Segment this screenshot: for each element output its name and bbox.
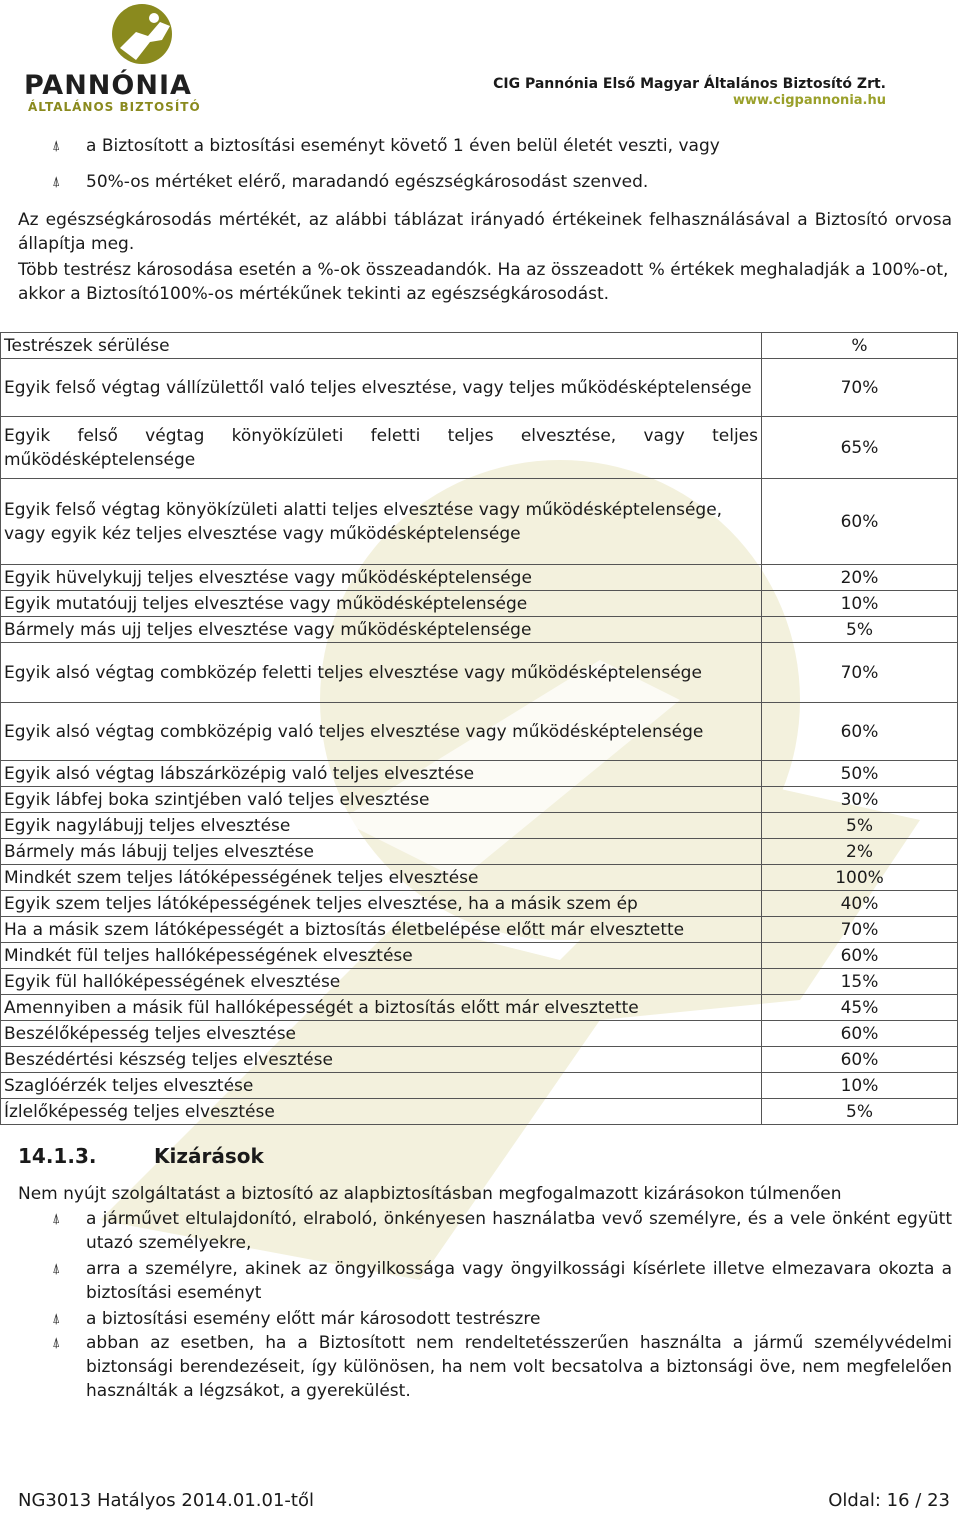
company-logo — [24, 4, 214, 112]
section-number: 14.1.3. — [18, 1144, 97, 1168]
table-row — [1, 1073, 958, 1099]
table-cell-pct: 65% — [762, 417, 958, 479]
table-cell-label-text: Egyik felső végtag könyökízületi feletti teljes elvesztése, vagy teljes működésképtelensége — [4, 425, 758, 470]
table-row — [1, 417, 958, 479]
table-row — [1, 617, 958, 643]
table-cell-pct: 5% — [762, 1099, 958, 1125]
table-cell-pct: 60% — [762, 703, 958, 761]
table-cell-label: Amennyiben a másik fül hallóképességét a biztosítás előtt már elvesztette — [1, 995, 762, 1021]
table-cell-pct: 5% — [762, 617, 958, 643]
table-cell-label: Ha a másik szem látóképességét a biztosítás életbelépése előtt már elvesztette — [1, 917, 762, 943]
bullet-icon: ⍋ — [52, 1261, 61, 1277]
table-cell-pct: 45% — [762, 995, 958, 1021]
table-row — [1, 479, 958, 565]
table-row — [1, 839, 958, 865]
paragraph-sentence: Ha az összeadott % értékek meghaladják a 100%-ot, akkor a Biztosító100%-os mértékűnek tekinti az egészségkárosodást. — [18, 260, 949, 304]
table-cell-pct: 60% — [762, 479, 958, 565]
table-row — [1, 891, 958, 917]
table-cell-label: Egyik felső végtag vállízülettől való teljes elvesztése, vagy teljes működésképtelensége — [1, 359, 762, 417]
exclusions-intro: Nem nyújt szolgáltatást a biztosító az alapbiztosításban megfogalmazott kizárásokon túlmenően — [18, 1184, 842, 1204]
paragraph-sentence: Több testrész károsodása esetén a %-ok összeadandók. — [18, 260, 493, 280]
table-row — [1, 865, 958, 891]
table-cell-pct: 10% — [762, 591, 958, 617]
table-cell-label: Egyik felső végtag könyökízületi alatti teljes elvesztése vagy működésképtelensége, vagy egyik kéz teljes elvesztése vagy működésképtelensége — [1, 479, 762, 565]
table-row — [1, 703, 958, 761]
table-row — [1, 943, 958, 969]
table-cell-pct: 30% — [762, 787, 958, 813]
table-cell-pct: 70% — [762, 643, 958, 703]
table-row — [1, 1047, 958, 1073]
bullet-text: 50%-os mértéket elérő, maradandó egészségkárosodást szenved. — [86, 172, 649, 192]
table-cell-label — [1, 417, 762, 479]
table-cell-label: Egyik mutatóujj teljes elvesztése vagy működésképtelensége — [1, 591, 762, 617]
table-cell-pct: 70% — [762, 359, 958, 417]
bullet-text: abban az esetben, ha a Biztosított nem rendeltetésszerűen használta a jármű személyvédelmi biztonsági berendezéseit, így különösen, ha nem volt becsatolva a biztonsági öve, nem megfelelően használták a légzsákot, a gyerekülést. — [86, 1333, 952, 1401]
table-row — [1, 643, 958, 703]
table-cell-label: Szaglóérzék teljes elvesztése — [1, 1073, 762, 1099]
paragraph: Az egészségkárosodás mértékét, az alábbi táblázat irányadó értékeinek felhasználásával a Biztosító orvosa állapítja meg. — [18, 210, 952, 254]
table-cell-label: Egyik hüvelykujj teljes elvesztése vagy működésképtelensége — [1, 565, 762, 591]
table-row — [1, 813, 958, 839]
logo-subtitle: ÁLTALÁNOS BIZTOSÍTÓ — [28, 100, 201, 114]
table-cell-pct: 60% — [762, 943, 958, 969]
table-cell-pct: 40% — [762, 891, 958, 917]
table-cell-label: Egyik alsó végtag combközép feletti teljes elvesztése vagy működésképtelensége — [1, 643, 762, 703]
table-cell-pct: 60% — [762, 1047, 958, 1073]
bullet-text: a Biztosított a biztosítási eseményt követő 1 éven belül életét veszti, vagy — [86, 136, 720, 156]
bullet-text: arra a személyre, akinek az öngyilkossága vagy öngyilkossági kísérlete illetve elmezavara okozta a biztosítási eseményt — [86, 1259, 952, 1303]
footer-page-number: Oldal: 16 / 23 — [828, 1490, 950, 1511]
table-cell-label: Egyik szem teljes látóképességének teljes elvesztése, ha a másik szem ép — [1, 891, 762, 917]
table-cell-label: Egyik fül hallóképességének elvesztése — [1, 969, 762, 995]
table-row — [1, 761, 958, 787]
bullet-icon: ⍋ — [52, 174, 61, 190]
table-cell-pct: 70% — [762, 917, 958, 943]
table-row — [1, 359, 958, 417]
table-row — [1, 995, 958, 1021]
table-header-row — [1, 333, 958, 359]
company-website-link[interactable]: www.cigpannonia.hu — [732, 93, 886, 108]
table-cell-label: Bármely más ujj teljes elvesztése vagy működésképtelensége — [1, 617, 762, 643]
table-cell-label: Egyik lábfej boka szintjében való teljes elvesztése — [1, 787, 762, 813]
table-cell-label: Beszédértési készség teljes elvesztése — [1, 1047, 762, 1073]
bullet-icon: ⍋ — [52, 138, 61, 154]
table-row — [1, 917, 958, 943]
table-row — [1, 1021, 958, 1047]
table-cell-pct: 2% — [762, 839, 958, 865]
bullet-icon: ⍋ — [52, 1311, 61, 1327]
table-cell-label: Mindkét szem teljes látóképességének teljes elvesztése — [1, 865, 762, 891]
table-cell-pct: 20% — [762, 565, 958, 591]
table-cell-label: Mindkét fül teljes hallóképességének elvesztése — [1, 943, 762, 969]
table-cell-pct: 10% — [762, 1073, 958, 1099]
table-cell-label: Egyik alsó végtag lábszárközépig való teljes elvesztése — [1, 761, 762, 787]
table-row — [1, 1099, 958, 1125]
table-cell-pct: 15% — [762, 969, 958, 995]
table-cell-label: Egyik alsó végtag combközépig való teljes elvesztése vagy működésképtelensége — [1, 703, 762, 761]
table-row — [1, 787, 958, 813]
table-cell-label: Bármely más lábujj teljes elvesztése — [1, 839, 762, 865]
table-cell-pct: 50% — [762, 761, 958, 787]
table-cell-pct: 60% — [762, 1021, 958, 1047]
footer-document-id: NG3013 Hatályos 2014.01.01-től — [18, 1490, 314, 1511]
damage-percentage-table — [0, 332, 958, 1125]
logo-brand-text: PANNÓNIA — [24, 70, 192, 101]
table-header-label: Testrészek sérülése — [1, 333, 762, 359]
table-cell-pct: 100% — [762, 865, 958, 891]
table-cell-label: Beszélőképesség teljes elvesztése — [1, 1021, 762, 1047]
bullet-text: a biztosítási esemény előtt már károsodott testrészre — [86, 1309, 541, 1329]
paragraph — [18, 258, 952, 306]
bullet-text: a járművet eltulajdonító, elraboló, önkényesen használatba vevő személyre, és a vele önként együtt utazó személyekre, — [86, 1209, 952, 1253]
table-cell-pct: 5% — [762, 813, 958, 839]
section-title: Kizárások — [154, 1144, 264, 1168]
table-header-pct: % — [762, 333, 958, 359]
table-row — [1, 969, 958, 995]
company-name: CIG Pannónia Első Magyar Általános Biztosító Zrt. — [493, 76, 886, 92]
table-row — [1, 565, 958, 591]
bullet-icon: ⍋ — [52, 1335, 61, 1351]
table-cell-label: Ízlelőképesség teljes elvesztése — [1, 1099, 762, 1125]
pannonia-runner-icon — [24, 4, 214, 70]
table-cell-label: Egyik nagylábujj teljes elvesztése — [1, 813, 762, 839]
bullet-icon: ⍋ — [52, 1211, 61, 1227]
table-row — [1, 591, 958, 617]
